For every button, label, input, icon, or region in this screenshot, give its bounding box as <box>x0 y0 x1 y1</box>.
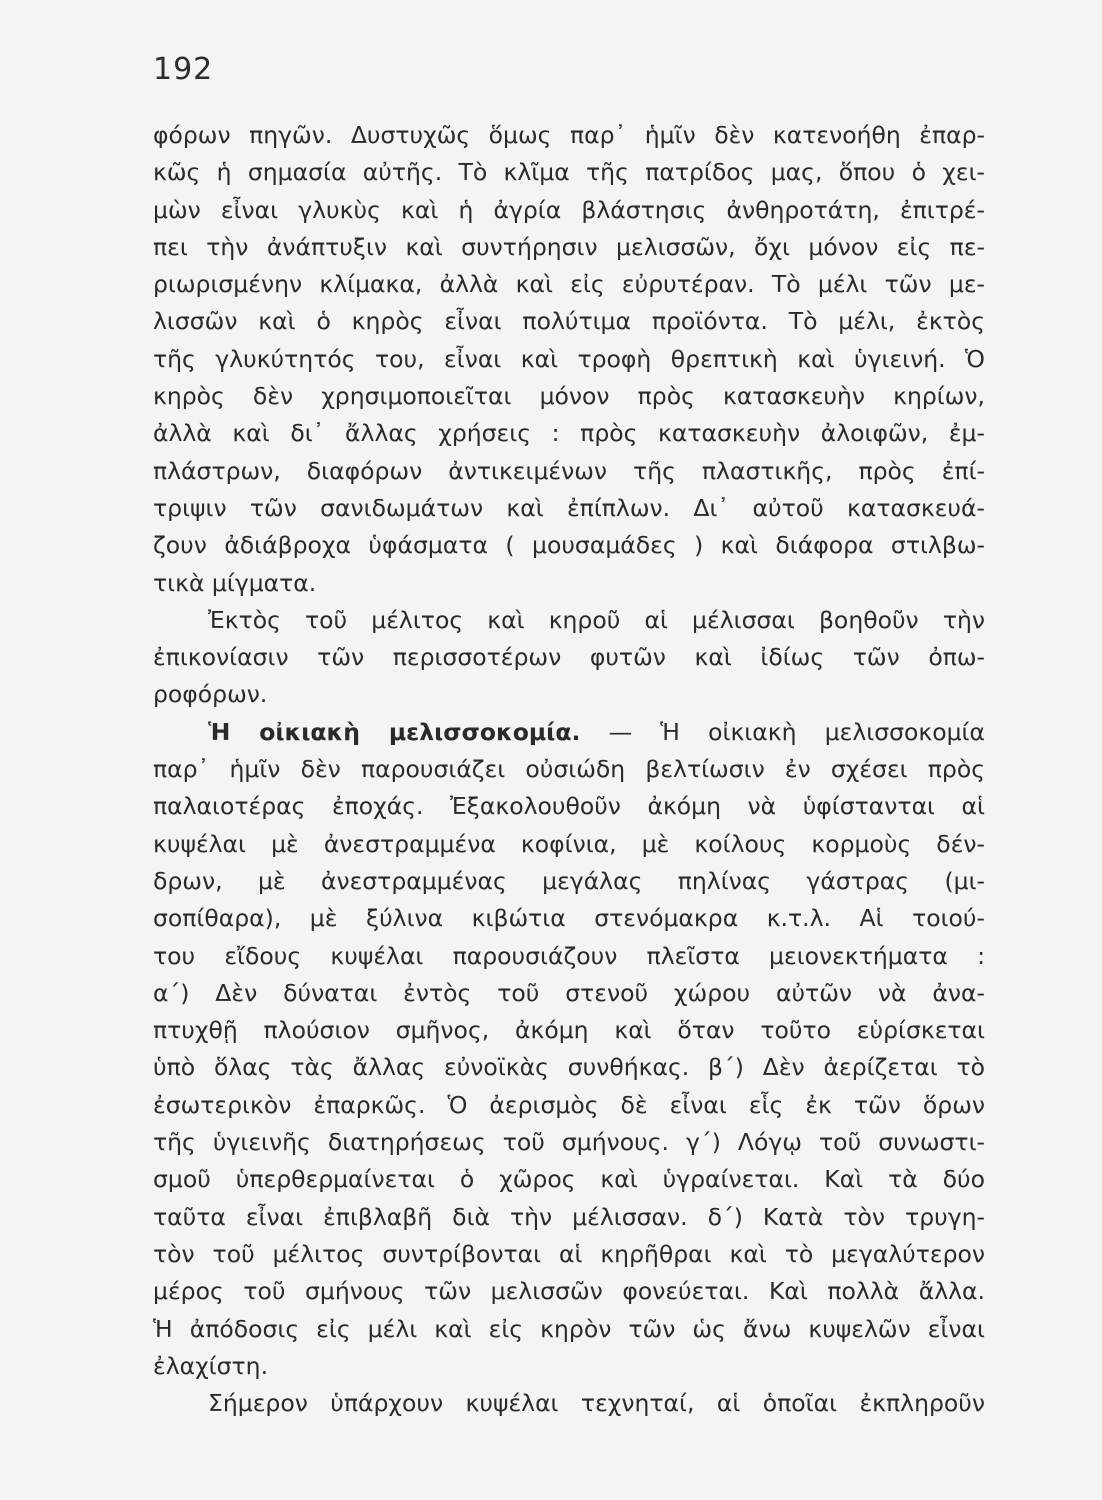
text-line: ζουν ἀδιάβροχα ὑφάσματα ( μουσαμάδες ) καὶ διάφορα στιλβω- <box>153 531 985 560</box>
text-line: του εἴδους κυψέλαι παρουσιάζουν πλεῖστα μειονεκτήματα : <box>153 941 985 970</box>
text-line: μέρος τοῦ σμήνους τῶν μελισσῶν φονεύεται. Καὶ πολλὰ ἄλλα. <box>153 1277 985 1306</box>
text-line: δρων, μὲ ἀνεστραμμένας μεγάλας πηλίνας γάστρας (μι- <box>153 866 985 895</box>
text-line: τὸν τοῦ μέλιτος συντρίβονται αἱ κηρῆθραι καὶ τὸ μεγαλύτερον <box>153 1239 985 1268</box>
text-line: παλαιοτέρας ἐποχάς. Ἐξακολουθοῦν ἀκόμη νὰ ὑφίστανται αἱ <box>153 792 985 821</box>
text-line: παρ᾽ ἡμῖν δὲν παρουσιάζει οὐσιώδη βελτίωσιν ἐν σχέσει πρὸς <box>153 755 985 784</box>
text-line: Σήμερον ὑπάρχουν κυψέλαι τεχνηταί, αἱ ὁποῖαι ἐκπληροῦν <box>208 1389 985 1418</box>
text-line: α΄) Δὲν δύναται ἐντὸς τοῦ στενοῦ χώρου αὐτῶν νὰ ἀνα- <box>153 978 985 1007</box>
text-line: φόρων πηγῶν. Δυστυχῶς ὅμως παρ᾽ ἡμῖν δὲν κατενοήθη ἐπαρ- <box>153 121 985 149</box>
text-line: λισσῶν καὶ ὁ κηρὸς εἶναι πολύτιμα προϊόντα. Τὸ μέλι, ἐκτὸς <box>153 307 985 336</box>
text-line: ἐπικονίασιν τῶν περισσοτέρων φυτῶν καὶ ἰδίως τῶν ὀπω- <box>153 643 985 672</box>
text-line: τῆς ὑγιεινῆς διατηρήσεως τοῦ σμήνους. γ΄) Λόγῳ τοῦ συνωστι- <box>153 1128 985 1157</box>
section-heading: Ἡ οἰκιακὴ μελισσοκομία. <box>208 717 581 746</box>
section-heading-continuation: — Ἡ οἰκιακὴ μελισσοκομία <box>580 717 985 746</box>
text-line: τῆς γλυκύτητός του, εἶναι καὶ τροφὴ θρεπτικὴ καὶ ὑγιεινή. Ὁ <box>153 344 985 373</box>
text-line: ἐλαχίστη. <box>153 1351 269 1380</box>
text-line: κῶς ἡ σημασία αὐτῆς. Τὸ κλῖμα τῆς πατρίδος μας, ὅπου ὁ χει- <box>153 158 985 187</box>
section-heading-line <box>153 714 985 751</box>
body-text <box>153 117 985 1422</box>
text-line: ριωρισμένην κλίμακα, ἀλλὰ καὶ εἰς εὐρυτέραν. Τὸ μέλι τῶν με- <box>153 270 985 299</box>
text-line: ροφόρων. <box>153 680 268 709</box>
text-line: σοπίθαρα), μὲ ξύλινα κιβώτια στενόμακρα κ.τ.λ. Αἱ τοιού- <box>153 904 985 933</box>
text-line: ἀλλὰ καὶ δι᾽ ἄλλας χρήσεις : πρὸς κατασκευὴν ἀλοιφῶν, ἐμ- <box>153 419 985 448</box>
text-line: κηρὸς δὲν χρησιμοποιεῖται μόνον πρὸς κατασκευὴν κηρίων, <box>153 382 985 411</box>
text-line: Ἡ ἀπόδοσις εἰς μέλι καὶ εἰς κηρὸν τῶν ὡς ἄνω κυψελῶν εἶναι <box>153 1314 985 1343</box>
text-line: πτυχθῇ πλούσιον σμῆνος, ἀκόμη καὶ ὅταν τοῦτο εὑρίσκεται <box>153 1016 985 1045</box>
text-line: τριψιν τῶν σανιδωμάτων καὶ ἐπίπλων. Δι᾽ αὐτοῦ κατασκευά- <box>153 493 985 522</box>
text-line: κυψέλαι μὲ ἀνεστραμμένα κοφίνια, μὲ κοίλους κορμοὺς δέν- <box>153 829 985 858</box>
page-number: 192 <box>153 52 214 87</box>
text-line: τικὰ μίγματα. <box>153 568 317 597</box>
text-line: μὼν εἶναι γλυκὺς καὶ ἡ ἀγρία βλάστησις ἀνθηροτάτη, ἐπιτρέ- <box>153 195 985 224</box>
text-line: ὑπὸ ὅλας τὰς ἄλλας εὐνοϊκὰς συνθήκας. β΄) Δὲν ἀερίζεται τὸ <box>153 1053 985 1082</box>
text-line: Ἐκτὸς τοῦ μέλιτος καὶ κηροῦ αἱ μέλισσαι βοηθοῦν τὴν <box>208 605 985 634</box>
text-line: πει τὴν ἀνάπτυξιν καὶ συντήρησιν μελισσῶν, ὄχι μόνον εἰς πε- <box>153 232 985 261</box>
text-line: ἐσωτερικὸν ἐπαρκῶς. Ὁ ἀερισμὸς δὲ εἶναι εἷς ἐκ τῶν ὅρων <box>153 1090 985 1119</box>
text-line: σμοῦ ὑπερθερμαίνεται ὁ χῶρος καὶ ὑγραίνεται. Καὶ τὰ δύο <box>153 1165 985 1194</box>
text-line: πλάστρων, διαφόρων ἀντικειμένων τῆς πλαστικῆς, πρὸς ἐπί- <box>153 456 985 485</box>
text-line: ταῦτα εἶναι ἐπιβλαβῆ διὰ τὴν μέλισσαν. δ΄) Κατὰ τὸν τρυγη- <box>153 1202 985 1231</box>
